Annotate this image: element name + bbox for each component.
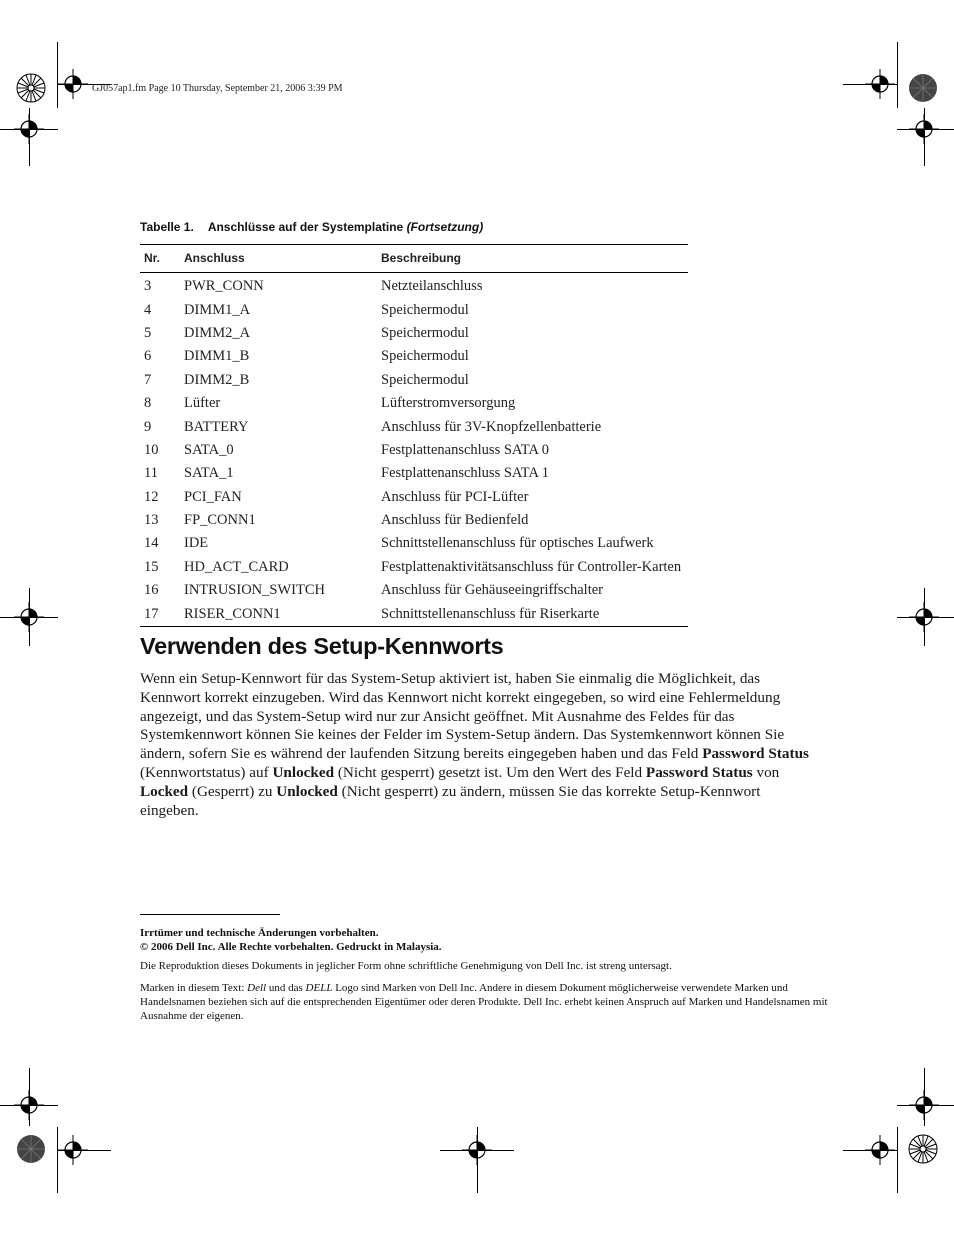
registration-target-icon bbox=[909, 1090, 939, 1120]
cell-beschreibung: Festplattenaktivitätsanschluss für Controller-Karten bbox=[381, 558, 682, 575]
print-slug: GJ057ap1.fm Page 10 Thursday, September 21, 2006 3:39 PM bbox=[92, 83, 343, 94]
table-row bbox=[140, 532, 688, 555]
table-row bbox=[140, 602, 688, 626]
table-row bbox=[140, 486, 688, 509]
cell-nr: 7 bbox=[144, 371, 152, 388]
registration-target-icon bbox=[909, 114, 939, 144]
cell-anschluss: PCI_FAN bbox=[184, 488, 242, 505]
cell-beschreibung: Anschluss für 3V-Knopfzellenbatterie bbox=[381, 418, 602, 435]
trademark-text: Marken in diesem Text: bbox=[140, 982, 248, 994]
footer-trademarks bbox=[140, 981, 830, 1023]
dark-disc-icon bbox=[16, 1134, 46, 1164]
cell-anschluss: SATA_0 bbox=[184, 441, 234, 458]
starburst-disc-icon bbox=[16, 73, 46, 103]
footer-reproduction: Die Reproduktion dieses Dokuments in jeglicher Form ohne schriftliche Genehmigung von Dell Inc. ist streng untersagt. bbox=[140, 960, 672, 972]
table-row bbox=[140, 322, 688, 345]
table-row bbox=[140, 369, 688, 392]
cell-anschluss: Lüfter bbox=[184, 395, 221, 412]
cell-nr: 8 bbox=[144, 395, 152, 412]
paragraph-text: (Kennwortstatus) auf bbox=[140, 763, 273, 781]
registration-target-icon bbox=[58, 69, 88, 99]
table-row bbox=[140, 345, 688, 368]
cell-nr: 4 bbox=[144, 301, 152, 318]
registration-target-icon bbox=[58, 1135, 88, 1165]
column-header-nr: Nr. bbox=[140, 245, 180, 273]
cell-beschreibung: Schnittstellenanschluss für optisches Laufwerk bbox=[381, 535, 654, 552]
table-row bbox=[140, 509, 688, 532]
footnote-divider bbox=[140, 914, 280, 915]
paragraph-text: (Nicht gesperrt) gesetzt ist. Um den Wert des Feld bbox=[334, 763, 646, 781]
value-unlocked: Unlocked bbox=[276, 782, 338, 800]
column-header-anschluss: Anschluss bbox=[180, 245, 377, 273]
section-paragraph bbox=[140, 670, 820, 820]
table-row bbox=[140, 579, 688, 602]
trademark-text: Logo sind Marken von Dell Inc. Andere in diesem Dokument möglicherweise verwendete Marken und Handelsnamen beziehen sich auf die entsprechenden Eigentümer oder deren Produkte. Dell Inc. erhebt keinen Anspruch auf Marken und Handelsnamen mit Ausnahme der eigenen. bbox=[140, 982, 828, 1022]
cell-anschluss: FP_CONN1 bbox=[184, 512, 256, 529]
cell-anschluss: DIMM1_A bbox=[184, 301, 251, 318]
cell-anschluss: INTRUSION_SWITCH bbox=[184, 582, 325, 599]
registration-target-icon bbox=[865, 1135, 895, 1165]
table-row bbox=[140, 273, 688, 299]
cell-nr: 16 bbox=[144, 582, 159, 599]
cell-anschluss: SATA_1 bbox=[184, 465, 234, 482]
footer-line-errors: Irrtümer und technische Änderungen vorbehalten. bbox=[140, 927, 379, 939]
cell-nr: 15 bbox=[144, 558, 159, 575]
registration-target-icon bbox=[14, 602, 44, 632]
paragraph-text: von bbox=[752, 763, 780, 781]
table-row bbox=[140, 462, 688, 485]
cell-anschluss: PWR_CONN bbox=[184, 278, 264, 295]
section-heading: Verwenden des Setup-Kennworts bbox=[140, 633, 504, 659]
table-row bbox=[140, 392, 688, 415]
table-header-row bbox=[140, 245, 688, 273]
cell-beschreibung: Schnittstellenanschluss für Riserkarte bbox=[377, 602, 688, 626]
trademark-dell-logo: DELL bbox=[305, 982, 333, 994]
trademark-text: und das bbox=[266, 982, 306, 994]
starburst-disc-icon bbox=[908, 1134, 938, 1164]
table-row bbox=[140, 556, 688, 579]
cell-nr: 14 bbox=[144, 535, 159, 552]
registration-target-icon bbox=[865, 69, 895, 99]
cell-anschluss: RISER_CONN1 bbox=[180, 602, 377, 626]
field-name-password-status: Password Status bbox=[702, 745, 809, 763]
footer-notice bbox=[140, 926, 830, 954]
column-header-beschreibung: Beschreibung bbox=[377, 245, 688, 273]
table-row bbox=[140, 298, 688, 321]
table-caption-title: Anschlüsse auf der Systemplatine bbox=[207, 220, 404, 234]
cell-beschreibung: Anschluss für Gehäuseeingriffschalter bbox=[381, 582, 603, 599]
table-row bbox=[140, 415, 688, 438]
paragraph-text: Wenn ein Setup-Kennwort für das System-Setup aktiviert ist, haben Sie einmalig die Möglichkeit, das Kennwort korrekt einzugeben. Wird das Kennwort nicht korrekt eingegeben, so wird eine Fehlermeldung angezeigt, und das System-Setup wird nur zur Ansicht geöffnet. Mit Ausnahme des Feldes für das Systemkennwort können Sie keines der Felder im System-Setup ändern. Das Systemkennwort können Sie ändern, sofern Sie es während der laufenden Sitzung bereits eingegeben haben und das Feld bbox=[140, 670, 785, 763]
cell-beschreibung: Festplattenanschluss SATA 0 bbox=[381, 441, 550, 458]
cell-nr: 9 bbox=[144, 418, 152, 435]
cell-nr: 6 bbox=[144, 348, 152, 365]
table-row bbox=[140, 439, 688, 462]
cell-nr: 12 bbox=[144, 488, 159, 505]
registration-target-icon bbox=[462, 1135, 492, 1165]
cell-beschreibung: Anschluss für PCI-Lüfter bbox=[381, 488, 529, 505]
registration-target-icon bbox=[909, 602, 939, 632]
footer-line-copyright: © 2006 Dell Inc. Alle Rechte vorbehalten. Gedruckt in Malaysia. bbox=[140, 941, 442, 953]
table-body bbox=[140, 273, 688, 627]
paragraph-text: (Gesperrt) zu bbox=[188, 782, 277, 800]
value-unlocked: Unlocked bbox=[272, 763, 335, 781]
cell-anschluss: BATTERY bbox=[184, 418, 249, 435]
cell-beschreibung: Speichermodul bbox=[381, 324, 469, 341]
table-caption bbox=[140, 220, 483, 234]
cell-beschreibung: Speichermodul bbox=[381, 301, 469, 318]
paragraph-text: (Nicht gesperrt) zu ändern, müssen Sie das korrekte Setup-Kennwort eingeben. bbox=[140, 782, 761, 819]
dark-disc-icon bbox=[908, 73, 938, 103]
registration-target-icon bbox=[14, 1090, 44, 1120]
value-locked: Locked bbox=[140, 782, 189, 800]
cell-nr: 5 bbox=[144, 324, 152, 341]
cell-anschluss: HD_ACT_CARD bbox=[184, 558, 289, 575]
cell-anschluss: DIMM1_B bbox=[184, 348, 250, 365]
cell-nr: 10 bbox=[144, 441, 159, 458]
cell-anschluss: DIMM2_A bbox=[184, 324, 251, 341]
cell-anschluss: IDE bbox=[184, 535, 209, 552]
registration-target-icon bbox=[14, 114, 44, 144]
cell-nr: 3 bbox=[144, 278, 152, 295]
cell-nr: 13 bbox=[144, 512, 159, 529]
field-name-password-status: Password Status bbox=[645, 763, 753, 781]
cell-beschreibung: Anschluss für Bedienfeld bbox=[381, 512, 529, 529]
connector-table bbox=[140, 244, 688, 627]
cell-beschreibung: Lüfterstromversorgung bbox=[381, 395, 516, 412]
cell-beschreibung: Netzteilanschluss bbox=[381, 278, 483, 295]
table-caption-label: Tabelle 1. bbox=[140, 220, 194, 234]
cell-nr: 11 bbox=[144, 465, 158, 482]
cell-beschreibung: Festplattenanschluss SATA 1 bbox=[381, 465, 550, 482]
trademark-dell: Dell bbox=[247, 982, 267, 994]
cell-nr: 17 bbox=[140, 602, 180, 626]
cell-beschreibung: Speichermodul bbox=[381, 371, 469, 388]
cell-beschreibung: Speichermodul bbox=[381, 348, 469, 365]
table-caption-continued: (Fortsetzung) bbox=[406, 220, 484, 234]
cell-anschluss: DIMM2_B bbox=[184, 371, 250, 388]
